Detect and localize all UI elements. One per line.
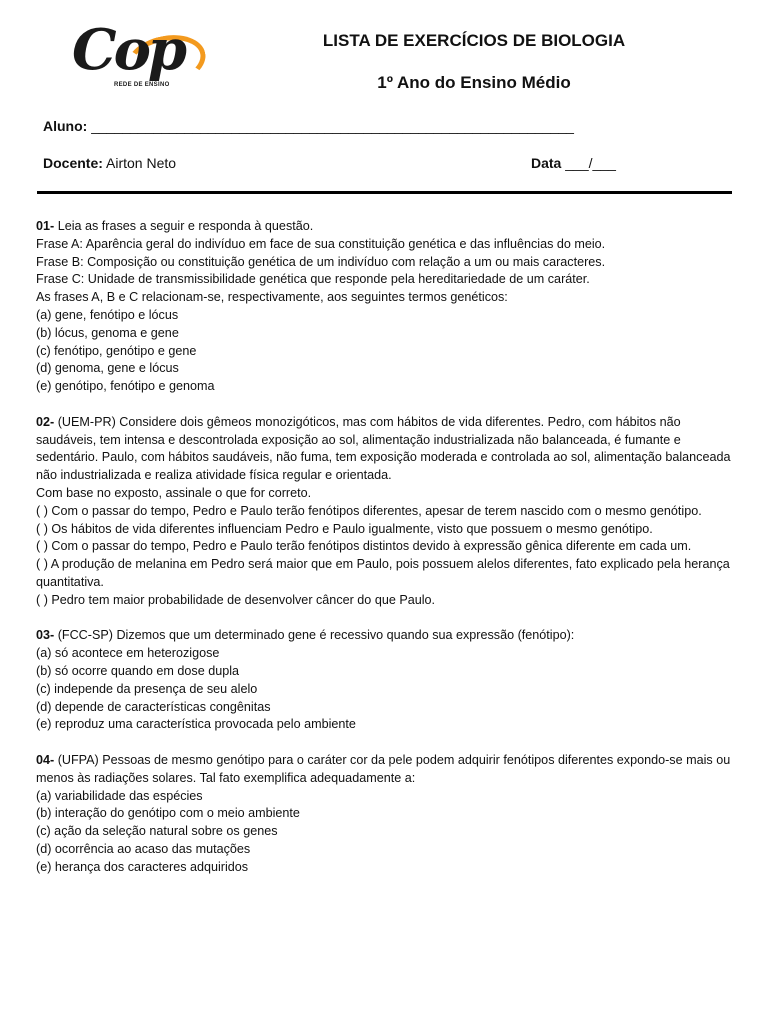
question-number: 03-	[36, 628, 55, 643]
answer-option: (b) lócus, genoma e gene	[36, 325, 179, 340]
document-title: LISTA DE EXERCÍCIOS DE BIOLOGIA	[322, 31, 626, 50]
answer-option: (a) gene, fenótipo e lócus	[36, 307, 179, 322]
question-02	[36, 414, 736, 610]
question-line: As frases A, B e C relacionam-se, respectivamente, aos seguintes termos genéticos:	[36, 290, 508, 305]
answer-option: ( ) Pedro tem maior probabilidade de desenvolver câncer do que Paulo.	[36, 592, 436, 607]
answer-option: (a) variabilidade das espécies	[36, 788, 203, 803]
question-line: Frase A: Aparência geral do indivíduo em face de sua constituição genética e das influências do meio.	[36, 236, 606, 251]
question-03	[36, 627, 736, 734]
question-number: 04-	[36, 752, 55, 767]
aluno-label: Aluno:	[43, 118, 88, 134]
question-text: (UEM-PR) Considere dois gêmeos monozigóticos, mas com hábitos de vida diferentes. Pedro, com hábitos não saudáveis, tem intensa e descontrolada exposição ao sol, alimentação industrializada não balanceada, é fumante e sedentário. Paulo, com hábitos saudáveis, não fuma, tem exposição moderada e controlada ao sol, alimentação balanceada não industrializada e realiza atividade física regular e orientada.	[36, 414, 731, 483]
question-line	[36, 627, 736, 645]
docente-label: Docente:	[43, 155, 103, 171]
question-01	[36, 218, 736, 396]
question-line: Frase B: Composição ou constituição genética de um indivíduo com relação a um ou mais caracteres.	[36, 254, 606, 269]
answer-option: (b) interação do genótipo com o meio ambiente	[36, 806, 300, 821]
question-number: 02-	[36, 414, 55, 429]
question-line	[36, 414, 736, 485]
answer-option: (d) genoma, gene e lócus	[36, 361, 179, 376]
answer-option: (d) ocorrência ao acaso das mutações	[36, 841, 251, 856]
cop-logo	[70, 17, 200, 98]
data-blank: ___/___	[561, 155, 616, 171]
answer-option: ( ) Com o passar do tempo, Pedro e Paulo terão fenótipos distintos devido à expressão gênica diferente em cada um.	[36, 539, 692, 554]
answer-option: (b) só ocorre quando em dose dupla	[36, 663, 240, 678]
data-field	[531, 155, 616, 171]
question-04	[36, 752, 736, 877]
answer-option: ( ) Os hábitos de vida diferentes influenciam Pedro e Paulo igualmente, visto que possuem o mesmo genótipo.	[36, 521, 653, 536]
docente-field	[43, 155, 176, 171]
document-subtitle: 1º Ano do Ensino Médio	[377, 73, 571, 92]
header-divider	[37, 191, 732, 194]
data-label: Data	[531, 155, 562, 171]
answer-option: ( ) A produção de melanina em Pedro será maior que em Paulo, pois possuem alelos diferentes, fato explicado pela herança quantitativa.	[36, 557, 730, 589]
aluno-field	[43, 118, 574, 134]
question-line	[36, 218, 736, 236]
answer-option: (c) independe da presença de seu alelo	[36, 681, 258, 696]
answer-option: (c) fenótipo, genótipo e gene	[36, 343, 197, 358]
question-text: (UFPA) Pessoas de mesmo genótipo para o caráter cor da pele podem adquirir fenótipos diferentes expondo-se mais ou menos às radiações solares. Tal fato exemplifica adequadamente a:	[36, 752, 731, 785]
question-line: Frase C: Unidade de transmissibilidade genética que responde pela hereditariedade de um caráter.	[36, 272, 590, 287]
logo-subtitle: REDE DE ENSINO	[114, 82, 170, 88]
question-list	[36, 218, 736, 894]
logo-word: Cop	[72, 17, 185, 83]
answer-option: (c) ação da seleção natural sobre os genes	[36, 824, 278, 839]
answer-option: (e) herança dos caracteres adquiridos	[36, 859, 249, 874]
question-number: 01-	[36, 219, 55, 233]
question-line: Com base no exposto, assinale o que for correto.	[36, 485, 312, 500]
question-line	[36, 752, 736, 788]
aluno-blank: ______________________________________________________________	[87, 118, 574, 134]
answer-option: ( ) Com o passar do tempo, Pedro e Paulo terão fenótipos diferentes, apesar de terem nascido com o mesmo genótipo.	[36, 503, 702, 518]
question-text: (FCC-SP) Dizemos que um determinado gene é recessivo quando sua expressão (fenótipo):	[54, 628, 575, 643]
docente-value: Airton Neto	[102, 155, 177, 171]
question-text: Leia as frases a seguir e responda à questão.	[54, 219, 314, 233]
answer-option: (e) reproduz uma característica provocada pelo ambiente	[36, 717, 356, 732]
answer-option: (a) só acontece em heterozigose	[36, 646, 220, 661]
answer-option: (e) genótipo, fenótipo e genoma	[36, 379, 215, 394]
answer-option: (d) depende de características congênitas	[36, 699, 271, 714]
